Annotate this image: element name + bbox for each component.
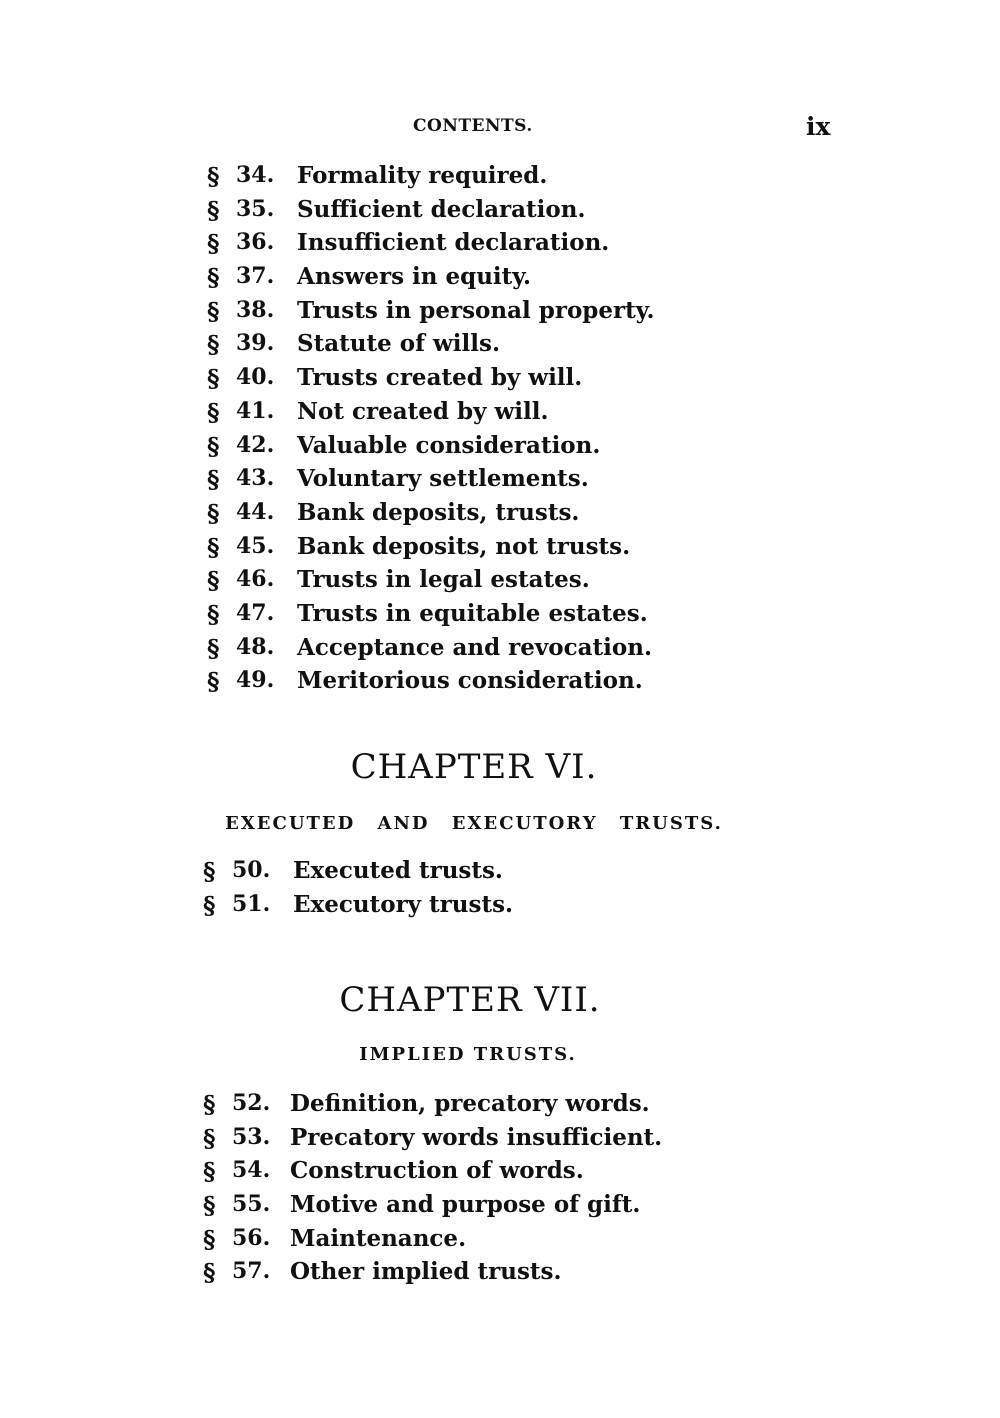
section-mark: § xyxy=(207,296,220,326)
section-mark: § xyxy=(203,1224,216,1254)
toc-entry xyxy=(0,432,1000,466)
toc-entry xyxy=(0,1258,1000,1292)
chapter-7-subtitle: IMPLIED TRUSTS. xyxy=(359,1044,577,1065)
section-mark: § xyxy=(203,1123,216,1153)
section-number: 37. xyxy=(236,263,275,290)
section-number: 47. xyxy=(236,599,275,626)
section-mark: § xyxy=(207,633,220,663)
section-title: Trusts created by will. xyxy=(297,364,583,392)
running-header xyxy=(0,112,1000,142)
toc-entry xyxy=(0,1225,1000,1259)
section-title: Trusts in personal property. xyxy=(297,296,655,324)
section-number: 55. xyxy=(232,1191,271,1218)
section-number: 45. xyxy=(236,532,275,559)
section-mark: § xyxy=(207,599,220,629)
section-title: Bank deposits, trusts. xyxy=(297,498,580,526)
section-list-chapter-7 xyxy=(0,1090,1000,1292)
section-title: Valuable consideration. xyxy=(297,431,601,459)
toc-entry xyxy=(0,297,1000,331)
toc-entry xyxy=(0,330,1000,364)
toc-entry xyxy=(0,533,1000,567)
toc-entry xyxy=(0,398,1000,432)
page-number: ix xyxy=(806,112,831,141)
section-mark: § xyxy=(207,465,220,495)
chapter-6-subtitle: EXECUTED AND EXECUTORY TRUSTS. xyxy=(225,813,723,834)
section-number: 38. xyxy=(236,296,275,323)
section-mark: § xyxy=(207,431,220,461)
section-number: 52. xyxy=(232,1090,271,1116)
section-number: 48. xyxy=(236,633,275,660)
section-title: Insufficient declaration. xyxy=(297,229,610,257)
section-mark: § xyxy=(203,1157,216,1187)
section-number: 43. xyxy=(236,465,275,492)
section-mark: § xyxy=(207,397,220,427)
section-mark: § xyxy=(207,498,220,528)
section-title: Executed trusts. xyxy=(293,857,503,884)
section-title: Formality required. xyxy=(297,162,548,189)
section-number: 57. xyxy=(232,1258,271,1285)
section-list-chapter-5 xyxy=(0,162,1000,701)
section-mark: § xyxy=(207,566,220,596)
section-mark: § xyxy=(203,1090,216,1119)
section-number: 53. xyxy=(232,1123,271,1150)
section-title: Executory trusts. xyxy=(293,890,514,918)
section-number: 34. xyxy=(236,162,275,188)
section-number: 36. xyxy=(236,229,275,256)
toc-entry xyxy=(0,229,1000,263)
section-title: Motive and purpose of gift. xyxy=(290,1191,641,1219)
toc-entry xyxy=(0,891,1000,925)
section-title: Other implied trusts. xyxy=(290,1258,562,1286)
section-title: Construction of words. xyxy=(290,1157,584,1185)
section-mark: § xyxy=(203,857,216,886)
section-title: Precatory words insufficient. xyxy=(290,1123,663,1151)
toc-entry xyxy=(0,1157,1000,1191)
section-mark: § xyxy=(207,162,220,191)
section-number: 51. xyxy=(232,890,271,917)
section-number: 41. xyxy=(236,397,275,424)
section-mark: § xyxy=(203,1191,216,1221)
section-title: Voluntary settlements. xyxy=(297,465,589,493)
section-mark: § xyxy=(207,532,220,562)
section-mark: § xyxy=(207,330,220,360)
section-title: Statute of wills. xyxy=(297,330,500,358)
section-number: 49. xyxy=(236,667,275,694)
section-title: Sufficient declaration. xyxy=(297,195,586,223)
toc-entry xyxy=(0,263,1000,297)
section-mark: § xyxy=(207,195,220,225)
section-title: Acceptance and revocation. xyxy=(297,633,652,661)
toc-entry xyxy=(0,1124,1000,1158)
section-mark: § xyxy=(207,364,220,394)
toc-entry xyxy=(0,1191,1000,1225)
toc-entry xyxy=(0,566,1000,600)
section-list-chapter-6 xyxy=(0,857,1000,924)
section-title: Answers in equity. xyxy=(297,263,532,291)
toc-entry xyxy=(0,1090,1000,1124)
running-title: CONTENTS. xyxy=(413,116,533,136)
section-title: Definition, precatory words. xyxy=(290,1090,650,1117)
section-number: 44. xyxy=(236,498,275,525)
toc-entry xyxy=(0,600,1000,634)
toc-entry xyxy=(0,364,1000,398)
toc-entry xyxy=(0,499,1000,533)
section-number: 54. xyxy=(232,1157,271,1184)
section-number: 56. xyxy=(232,1224,271,1251)
section-title: Bank deposits, not trusts. xyxy=(297,532,631,560)
toc-entry xyxy=(0,196,1000,230)
section-number: 35. xyxy=(236,195,275,222)
toc-entry xyxy=(0,162,1000,196)
section-mark: § xyxy=(203,1258,216,1288)
section-mark: § xyxy=(207,263,220,293)
section-title: Trusts in equitable estates. xyxy=(297,599,648,627)
section-number: 50. xyxy=(232,857,271,883)
section-number: 39. xyxy=(236,330,275,357)
section-number: 42. xyxy=(236,431,275,458)
section-number: 40. xyxy=(236,364,275,391)
toc-entry xyxy=(0,465,1000,499)
section-mark: § xyxy=(207,667,220,697)
section-mark: § xyxy=(207,229,220,259)
section-title: Trusts in legal estates. xyxy=(297,566,590,594)
section-number: 46. xyxy=(236,566,275,593)
toc-entry xyxy=(0,634,1000,668)
chapter-7-heading: CHAPTER VII. xyxy=(339,980,601,1020)
section-mark: § xyxy=(203,890,216,920)
toc-entry xyxy=(0,667,1000,701)
section-title: Not created by will. xyxy=(297,397,549,425)
chapter-6-heading: CHAPTER VI. xyxy=(350,747,598,787)
section-title: Maintenance. xyxy=(290,1224,467,1252)
toc-entry xyxy=(0,857,1000,891)
section-title: Meritorious consideration. xyxy=(297,667,643,695)
